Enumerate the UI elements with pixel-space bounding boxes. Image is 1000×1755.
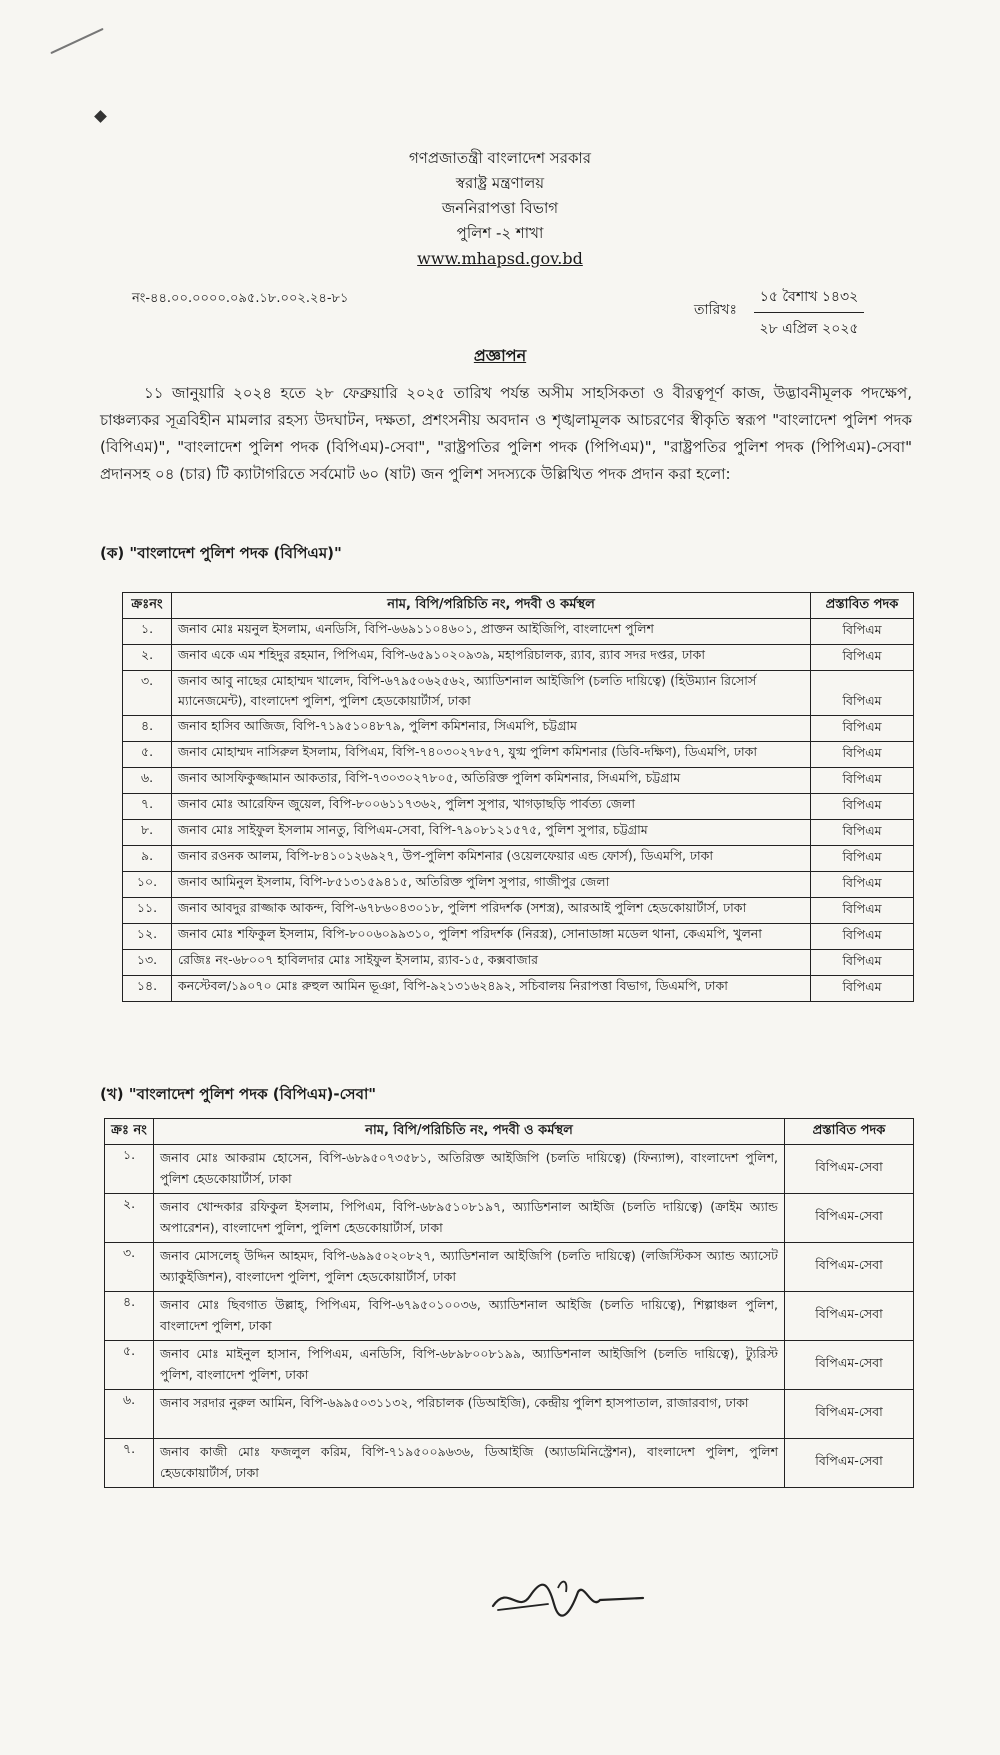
row-serial: ১২. (123, 924, 172, 950)
row-serial: ৪. (123, 716, 172, 742)
row-name: জনাব আবদুর রাজ্জাক আকন্দ, বিপি-৬৭৮৬০৪৩০১৮, পুলিশ পরিদর্শক (সশস্ত্র), আরআই পুলিশ হেডকোয়ার্টার্স, ঢাকা (172, 898, 811, 924)
row-name: কনস্টেবল/১৯০৭০ মোঃ রুহুল আমিন ভূঞা, বিপি-৯২১৩১৬২৪৯২, সচিবালয় নিরাপত্তা বিভাগ, ডিএমপি, ঢাকা (172, 976, 811, 1002)
row-name: জনাব আবু নাছের মোহাম্মদ খালেদ, বিপি-৬৭৯৫০৬২৫৬২, অ্যাডিশনাল আইজিপি (চলতি দায়িত্বে) (হিউম্যান রিসোর্স ম্যানেজমেন্ট), বাংলাদেশ পুলিশ, পুলিশ হেডকোয়ার্টার্স, ঢাকা (172, 671, 811, 716)
row-name: জনাব আসফিকুজ্জামান আকতার, বিপি-৭৩০৩০২৭৮০৫, অতিরিক্ত পুলিশ কমিশনার, সিএমপি, চট্টগ্রাম (172, 768, 811, 794)
signature-icon (488, 1574, 648, 1628)
row-name: জনাব মোঃ আকরাম হোসেন, বিপি-৬৮৯৫০৭৩৫৮১, অতিরিক্ত আইজিপি (চলতি দায়িত্বে) (ফিন্যান্স), বাংলাদেশ পুলিশ, পুলিশ হেডকোয়ার্টার্স, ঢাকা (154, 1145, 785, 1194)
section-kh-title: (খ) "বাংলাদেশ পুলিশ পদক (বিপিএম)-সেবা" (100, 1085, 377, 1103)
table-row (123, 768, 914, 794)
row-award: বিপিএম-সেবা (785, 1243, 914, 1292)
section-k-title: (ক) "বাংলাদেশ পুলিশ পদক (বিপিএম)" (100, 544, 342, 562)
row-award: বিপিএম (811, 924, 914, 950)
table-row (105, 1145, 914, 1194)
row-award: বিপিএম (811, 645, 914, 671)
row-serial: ৯. (123, 846, 172, 872)
row-award: বিপিএম-সেবা (785, 1194, 914, 1243)
row-award: বিপিএম (811, 716, 914, 742)
row-serial: ৫. (123, 742, 172, 768)
row-name: জনাব রওনক আলম, বিপি-৮৪১০১২৬৯২৭, উপ-পুলিশ কমিশনার (ওয়েলফেয়ার এন্ড ফোর্স), ডিএমপি, ঢাকা (172, 846, 811, 872)
row-award: বিপিএম (811, 820, 914, 846)
row-serial: ৩. (105, 1243, 154, 1292)
row-serial: ১৪. (123, 976, 172, 1002)
row-serial: ৭. (123, 794, 172, 820)
table-row (105, 1341, 914, 1390)
date-values (754, 285, 864, 341)
table-header-row (105, 1119, 914, 1145)
row-award: বিপিএম-সেবা (785, 1145, 914, 1194)
row-name: জনাব মোঃ সাইফুল ইসলাম সানতু, বিপিএম-সেবা, বিপি-৭৯০৮১২১৫৭৫, পুলিশ সুপার, চট্টগ্রাম (172, 820, 811, 846)
table-row (123, 742, 914, 768)
row-award: বিপিএম (811, 671, 914, 716)
table-row (123, 924, 914, 950)
table-row (105, 1439, 914, 1488)
table-row (123, 950, 914, 976)
row-serial: ৭. (105, 1439, 154, 1488)
govt-name: গণপ্রজাতন্ত্রী বাংলাদেশ সরকার (408, 149, 592, 167)
row-name: জনাব মোহাম্মদ নাসিরুল ইসলাম, বিপিএম, বিপি-৭৪০৩০২৭৮৫৭, যুগ্ম পুলিশ কমিশনার (ডিবি-দক্ষিণ), ডিএমপি, ঢাকা (172, 742, 811, 768)
table-row (105, 1194, 914, 1243)
table-bpm-seba (104, 1118, 914, 1488)
table-row (123, 976, 914, 1002)
memo-number: নং-৪৪.০০.০০০০.০৯৫.১৮.০০২.২৪-৮১ (132, 291, 349, 306)
table-row (123, 820, 914, 846)
branch-name: পুলিশ -২ শাখা (456, 224, 544, 242)
row-name: জনাব মোঃ আরেফিন জুয়েল, বিপি-৮০০৬১১৭৩৬২, পুলিশ সুপার, খাগড়াছড়ি পার্বত্য জেলা (172, 794, 811, 820)
ministry-name: স্বরাষ্ট্র মন্ত্রণালয় (455, 174, 545, 192)
row-award: বিপিএম (811, 742, 914, 768)
row-serial: ১৩. (123, 950, 172, 976)
row-award: বিপিএম (811, 898, 914, 924)
table-row (105, 1243, 914, 1292)
row-name: জনাব মোঃ মাইনুল হাসান, পিপিএম, এনডিসি, বিপি-৬৮৯৮০০৮১৯৯, অ্যাডিশনাল আইজিপি (চলতি দায়িত্বে), ট্যুরিস্ট পুলিশ, বাংলাদেশ পুলিশ, ঢাকা (154, 1341, 785, 1390)
header-serial: ক্রঃনং (123, 593, 172, 619)
row-award: বিপিএম (811, 976, 914, 1002)
table-row (123, 794, 914, 820)
table-row (123, 898, 914, 924)
table-row (123, 846, 914, 872)
row-name: জনাব মোঃ ছিবগাত উল্লাহ্, পিপিএম, বিপি-৬৭৯৫০১০০৩৬, অ্যাডিশনাল আইজি (চলতি দায়িত্বে), শিল্পাঞ্চল পুলিশ, বাংলাদেশ পুলিশ, ঢাকা (154, 1292, 785, 1341)
row-name: জনাব কাজী মোঃ ফজলুল করিম, বিপি-৭১৯৫০০৯৬৩৬, ডিআইজি (অ্যাডমিনিস্ট্রেশন), বাংলাদেশ পুলিশ, পুলিশ হেডকোয়ার্টার্স, ঢাকা (154, 1439, 785, 1488)
division-name: জননিরাপত্তা বিভাগ (441, 199, 559, 217)
row-award: বিপিএম-সেবা (785, 1390, 914, 1439)
letterhead (0, 146, 1000, 271)
scan-mark (50, 28, 103, 54)
row-name: জনাব মোঃ শফিকুল ইসলাম, বিপি-৮০০৬০৯৯৩১০, পুলিশ পরিদর্শক (নিরস্ত্র), সোনাডাঙ্গা মডেল থানা, কেএমপি, খুলনা (172, 924, 811, 950)
row-award: বিপিএম (811, 768, 914, 794)
row-name: জনাব খোন্দকার রফিকুল ইসলাম, পিপিএম, বিপি-৬৮৯৫১০৮১৯৭, অ্যাডিশনাল আইজি (চলতি দায়িত্বে) (ক্রাইম অ্যান্ড অপারেশন), বাংলাদেশ পুলিশ, পুলিশ হেডকোয়ার্টার্স, ঢাকা (154, 1194, 785, 1243)
row-award: বিপিএম (811, 872, 914, 898)
row-name: জনাব মোসলেহ্ উদ্দিন আহমদ, বিপি-৬৯৯৫০২০৮২৭, অ্যাডিশনাল আইজিপি (চলতি দায়িত্বে) (লজিস্টিকস অ্যান্ড অ্যাসেট অ্যাকুইজিশন), বাংলাদেশ পুলিশ, পুলিশ হেডকোয়ার্টার্স, ঢাকা (154, 1243, 785, 1292)
header-name: নাম, বিপি/পরিচিতি নং, পদবী ও কর্মস্থল (172, 593, 811, 619)
row-serial: ৩. (123, 671, 172, 716)
row-name: জনাব সরদার নুরুল আমিন, বিপি-৬৯৯৫০৩১১৩২, পরিচালক (ডিআইজি), কেন্দ্রীয় পুলিশ হাসপাতাল, রাজারবাগ, ঢাকা (154, 1390, 785, 1439)
table-row (123, 872, 914, 898)
table-bpm (122, 592, 914, 1002)
row-name: জনাব মোঃ ময়নুল ইসলাম, এনডিসি, বিপি-৬৬৯১১০৪৬০১, প্রাক্তন আইজিপি, বাংলাদেশ পুলিশ (172, 619, 811, 645)
date-gregorian: ২৮ এপ্রিল ২০২৫ (759, 321, 859, 337)
row-name: রেজিঃ নং-৬৮০০৭ হাবিলদার মোঃ সাইফুল ইসলাম, র‍্যাব-১৫, কক্সবাজার (172, 950, 811, 976)
row-serial: ৬. (105, 1390, 154, 1439)
header-award: প্রস্তাবিত পদক (811, 593, 914, 619)
table-bpm-body (123, 619, 914, 1002)
table-row (123, 716, 914, 742)
table-row (105, 1390, 914, 1439)
row-award: বিপিএম (811, 950, 914, 976)
row-serial: ১. (123, 619, 172, 645)
row-award: বিপিএম-সেবা (785, 1439, 914, 1488)
header-name: নাম, বিপি/পরিচিতি নং, পদবী ও কর্মস্থল (154, 1119, 785, 1145)
row-name: জনাব আমিনুল ইসলাম, বিপি-৮৫১৩১৫৯৪১৫, অতিরিক্ত পুলিশ সুপার, গাজীপুর জেলা (172, 872, 811, 898)
row-name: জনাব হাসিব আজিজ, বিপি-৭১৯৫১০৪৮৭৯, পুলিশ কমিশনার, সিএমপি, চট্টগ্রাম (172, 716, 811, 742)
scan-mark (94, 110, 107, 123)
table-row (123, 671, 914, 716)
row-serial: ৫. (105, 1341, 154, 1390)
header-serial: ক্রঃ নং (105, 1119, 154, 1145)
row-serial: ১১. (123, 898, 172, 924)
row-serial: ৮. (123, 820, 172, 846)
table-bpm-seba-body (105, 1145, 914, 1488)
row-award: বিপিএম (811, 619, 914, 645)
row-serial: ২. (123, 645, 172, 671)
intro-paragraph: ১১ জানুয়ারি ২০২৪ হতে ২৮ ফেব্রুয়ারি ২০২৫ তারিখ পর্যন্ত অসীম সাহসিকতা ও বীরত্বপূর্ণ কাজ, উদ্ভাবনীমূলক পদক্ষেপ, চাঞ্চল্যকর সূত্রবিহীন মামলার রহস্য উদঘাটন, দক্ষতা, প্রশংসনীয় অবদান ও শৃঙ্খলামূলক আচরণের স্বীকৃতি স্বরূপ "বাংলাদেশ পুলিশ পদক (বিপিএম)", "বাংলাদেশ পুলিশ পদক (বিপিএম)-সেবা", "রাষ্ট্রপতির পুলিশ পদক (পিপিএম)", "রাষ্ট্রপতির পুলিশ পদক (পিপিএম)-সেবা" প্রদানসহ ০৪ (চার) টি ক্যাটাগরিতে সর্বমোট ৬০ (ষাট) জন পুলিশ সদস্যকে উল্লিখিত পদক প্রদান করা হলো: (100, 384, 912, 483)
table-row (105, 1292, 914, 1341)
row-award: বিপিএম-সেবা (785, 1292, 914, 1341)
date-bangla: ১৫ বৈশাখ ১৪৩২ (754, 285, 864, 313)
row-name: জনাব একে এম শহিদুর রহমান, পিপিএম, বিপি-৬৫৯১০২০৯৩৯, মহাপরিচালক, র‍্যাব, র‍্যাব সদর দপ্তর, ঢাকা (172, 645, 811, 671)
website-link[interactable]: www.mhapsd.gov.bd (417, 249, 583, 268)
row-award: বিপিএম (811, 846, 914, 872)
row-award: বিপিএম (811, 794, 914, 820)
row-award: বিপিএম-সেবা (785, 1341, 914, 1390)
row-serial: ১০. (123, 872, 172, 898)
table-row (123, 645, 914, 671)
header-award: প্রস্তাবিত পদক (785, 1119, 914, 1145)
notice-title: প্রজ্ঞাপন (473, 346, 527, 365)
row-serial: ৪. (105, 1292, 154, 1341)
row-serial: ২. (105, 1194, 154, 1243)
table-header-row (123, 593, 914, 619)
date-label: তারিখঃ (694, 302, 737, 318)
row-serial: ৬. (123, 768, 172, 794)
table-row (123, 619, 914, 645)
row-serial: ১. (105, 1145, 154, 1194)
